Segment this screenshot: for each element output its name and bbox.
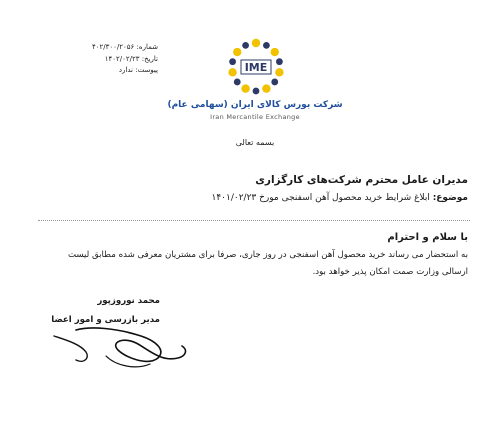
ime-logo-icon	[226, 37, 286, 97]
body-line-1: به استحضار می رساند خرید محصول آهن اسفنجی در روز جاری، صرفا برای مشتریان معرفی شده مطابق لیست	[67, 250, 468, 260]
recipient-line: مدیران عامل محترم شرکت‌های کارگزاری	[255, 174, 468, 186]
dotted-divider	[38, 220, 470, 221]
signatory-name: محمد نوروزپور	[97, 296, 160, 306]
logo-dot	[253, 88, 260, 95]
logo-dot	[271, 48, 279, 56]
logo-dot	[263, 42, 270, 49]
logo-dot	[234, 79, 241, 86]
company-name-fa: شرکت بورس کالای ایران (سهامی عام)	[167, 100, 343, 110]
letter-meta	[58, 42, 158, 77]
letter-date: تاریخ: ۱۴۰۲/۰۲/۲۳	[104, 54, 158, 63]
logo-dot	[233, 48, 241, 56]
logo-dot	[275, 68, 283, 76]
subject-text: ابلاغ شرایط خرید محصول آهن اسفنجی مورخ ۱۴۰۱/۰۲/۲۳	[211, 193, 433, 203]
greeting: با سلام و احترام	[387, 232, 468, 243]
subject-line	[150, 193, 468, 203]
subject-label: موضوع:	[432, 193, 468, 203]
letter-number: شماره: ۴۰۲/۳۰۰/۲۰۵۶	[91, 43, 158, 51]
logo-dot	[229, 58, 236, 65]
basmala: بسمه تعالی	[235, 138, 275, 147]
logo-dot	[276, 58, 283, 65]
company-name-en: Iran Mercantile Exchange	[210, 113, 300, 121]
logo-dot	[228, 68, 236, 76]
logo-dot	[262, 84, 270, 92]
logo-dot	[242, 42, 249, 49]
logo-text: IME	[244, 61, 268, 74]
logo-dot	[252, 39, 260, 47]
letter-attachment: پیوست: ندارد	[118, 66, 158, 74]
handwritten-signature	[46, 306, 196, 376]
logo-dot	[271, 79, 278, 86]
logo-dot	[241, 84, 249, 92]
signatory-title: مدیر بازرسی و امور اعضا	[51, 315, 160, 325]
body-line-2: ارسالی وزارت صمت امکان پذیر خواهد بود.	[312, 267, 468, 277]
